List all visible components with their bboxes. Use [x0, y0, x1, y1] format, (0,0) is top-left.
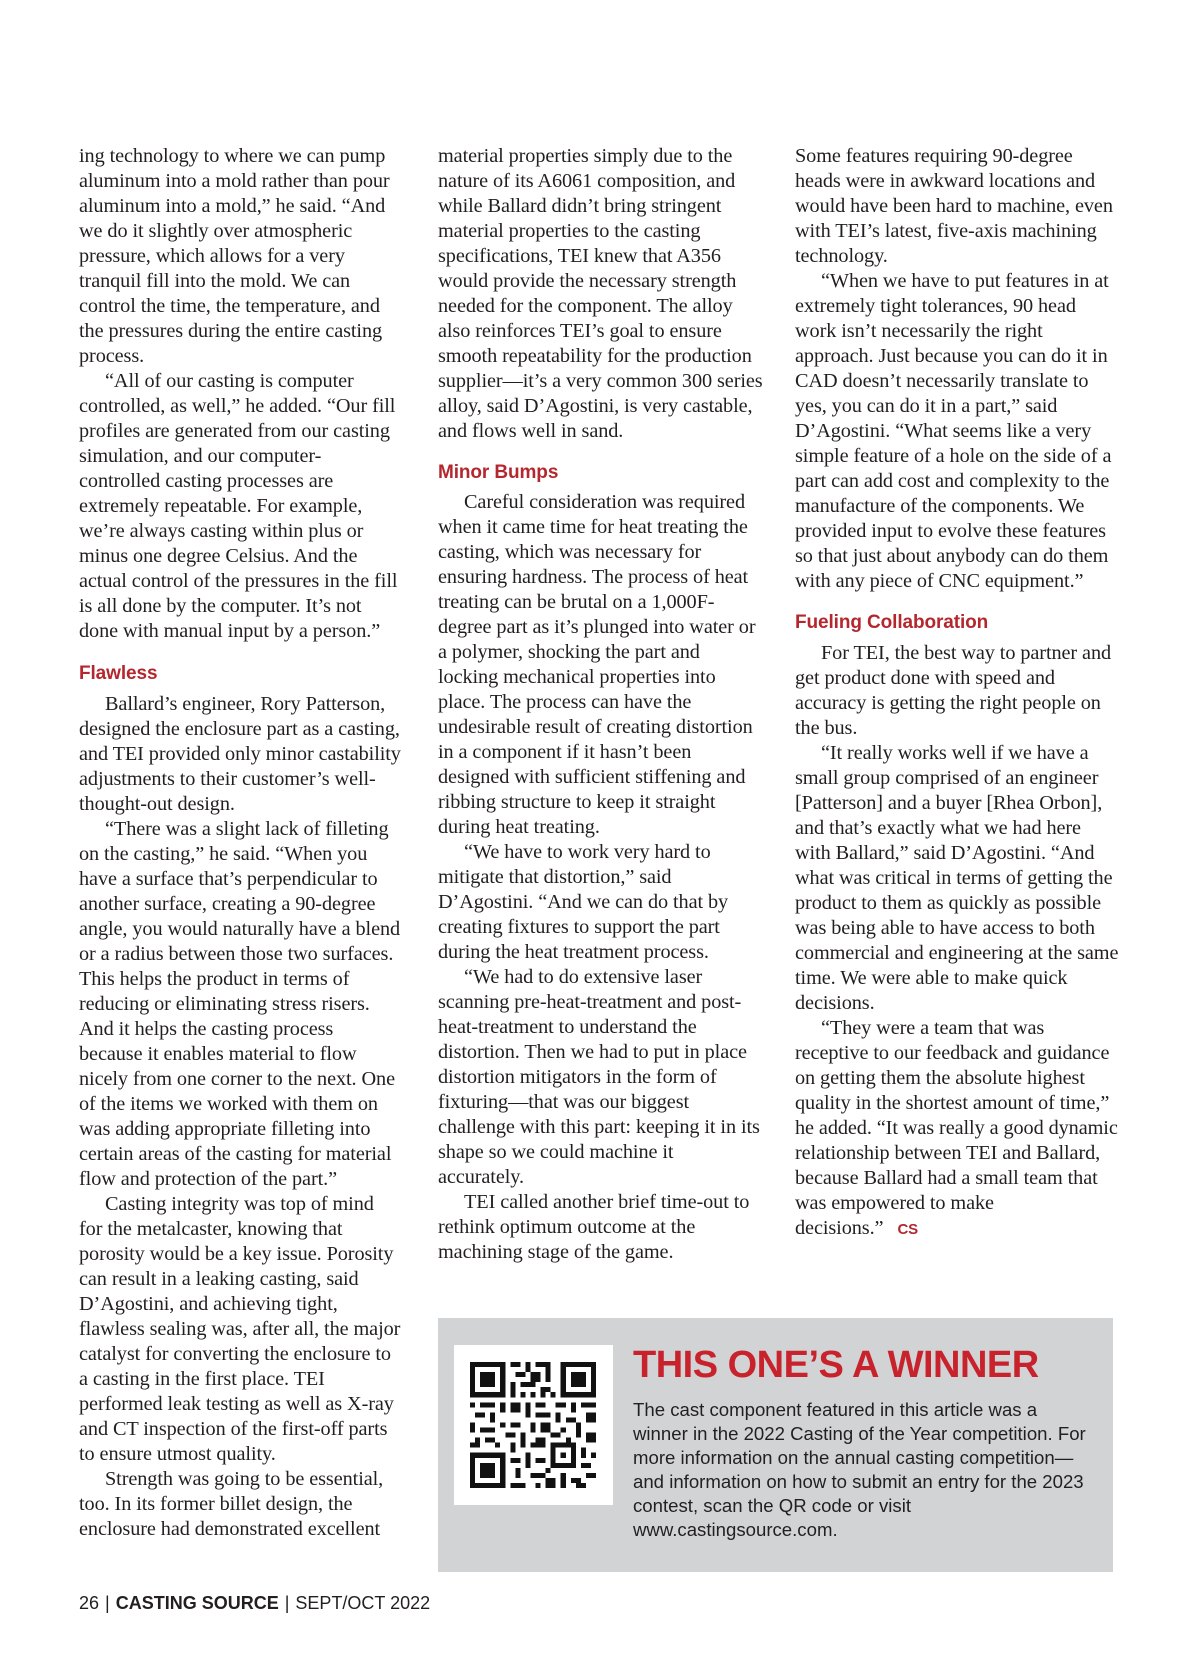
promo-title: THIS ONE’S A WINNER [633, 1344, 1039, 1386]
article-column-1 [79, 144, 401, 1542]
end-mark: CS [897, 1221, 919, 1238]
section-heading-flawless: Flawless [79, 663, 158, 684]
paragraph [795, 1016, 1120, 1242]
paragraph: Ballard’s engineer, Rory Patterson, designed the enclosure part as a casting, and TEI provided only minor castability adjustments to their customer’s well-thought-out design. [79, 693, 401, 815]
issue-date: SEPT/OCT 2022 [295, 1593, 431, 1613]
paragraph: Casting integrity was top of mind for the metalcaster, knowing that porosity would be a key issue. Porosity can result in a leaking casting, said D’Agostini, and achieving tight, flawless sealing was, after all, the major catalyst for converting the enclosure to a casting in the first place. TEI performed leak testing as well as X-ray and CT inspection of the first-off parts to ensure utmost quality. [79, 1193, 401, 1465]
article-column-3 [795, 144, 1120, 1242]
paragraph: “We have to work very hard to mitigate that distortion,” said D’Agostini. “And we can do that by creating fixtures to support the part during the heat treatment process. [438, 841, 729, 963]
paragraph: “There was a slight lack of filleting on the casting,” he said. “When you have a surface that’s perpendicular to another surface, creating a 90-degree angle, you would naturally have a blend or a radius between those two surfaces. This helps the product in terms of reducing or eliminating stress risers. And it helps the casting process because it enables material to flow nicely from one corner to the next. One of the items we worked with them on was adding appropriate filleting into certain areas of the casting for material flow and protection of the part.” [79, 818, 401, 1190]
paragraph: material properties simply due to the nature of its A6061 composition, and while Ballard didn’t bring stringent material properties to the casting specifications, TEI knew that A356 would provide the necessary strength needed for the component. The alloy also reinforces TEI’s goal to ensure smooth repeatability for the production supplier—it’s a very common 300 series alloy, said D’Agostini, is very castable, and flows well in sand. [438, 145, 763, 442]
qr-code-icon[interactable] [470, 1362, 596, 1488]
paragraph: “It really works well if we have a small group comprised of an engineer [Patterson] and a buyer [Rhea Orbon], and that’s exactly what we had here with Ballard,” said D’Agostini. “And what was critical in terms of getting the product to them as quickly as possible was being able to have access to both commercial and engineering at the same time. We were able to make quick decisions. [795, 742, 1119, 1014]
page-number: 26 [79, 1593, 100, 1613]
section-heading-minor-bumps: Minor Bumps [438, 462, 559, 483]
promo-body: The cast component featured in this article was a winner in the 2022 Casting of the Year competition. For more information on the annual casting competition—and information on how to submit an entry for the 2023 contest, scan the QR code or visit www.castingsource.com. [633, 1399, 1086, 1540]
promo-box [438, 1318, 1113, 1572]
page-footer [79, 1592, 430, 1614]
paragraph: “When we have to put features in at extremely tight tolerances, 90 head work isn’t necessarily the right approach. Just because you can do it in CAD doesn’t necessarily translate to yes, you can do it in a part,” said D’Agostini. “What seems like a very simple feature of a hole on the side of a part can add cost and complexity to the manufacture of the components. We provided input to evolve these features so that just about anybody can do them with any piece of CNC equipment.” [795, 270, 1112, 592]
article-column-2 [438, 144, 764, 1265]
footer-divider: | [284, 1593, 290, 1613]
paragraph: TEI called another brief time-out to rethink optimum outcome at the machining stage of the game. [438, 1191, 750, 1263]
paragraph-text: “They were a team that was receptive to our feedback and guidance on getting them the absolute highest quality in the shortest amount of time,” he added. “It was really a good dynamic relationship between TEI and Ballard, because Ballard had a small team that was empowered to make decisions.” [795, 1017, 1118, 1239]
paragraph: For TEI, the best way to partner and get product done with speed and accuracy is getting the right people on the bus. [795, 642, 1112, 739]
paragraph: Careful consideration was required when it came time for heat treating the casting, which was necessary for ensuring hardness. The process of heat treating can be brutal on a 1,000F-degree part as it’s plunged into water or a polymer, shocking the part and locking mechanical properties into place. The process can have the undesirable result of creating distortion in a component if it hasn’t been designed with sufficient stiffening and ribbing structure to keep it straight during heat treating. [438, 491, 756, 838]
paragraph: Strength was going to be essential, too. In its former billet design, the enclosure had demonstrated excellent [79, 1468, 384, 1540]
paragraph: “All of our casting is computer controlled, as well,” he added. “Our fill profiles are generated from our casting simulation, and our computer-controlled casting processes are extremely repeatable. For example, we’re always casting within plus or minus one degree Celsius. And the actual control of the pressures in the fill is all done by the computer. It’s not done with manual input by a person.” [79, 370, 398, 642]
footer-divider: | [105, 1593, 110, 1613]
qr-code-panel[interactable] [454, 1345, 613, 1505]
magazine-name: CASTING SOURCE [115, 1593, 279, 1613]
section-heading-fueling-collaboration: Fueling Collaboration [795, 612, 989, 633]
paragraph: “We had to do extensive laser scanning pre-heat-treatment and post-heat-treatment to understand the distortion. Then we had to put in place distortion mitigators in the form of fixturing—that was our biggest challenge with this part: keeping it in its shape so we could machine it accurately. [438, 966, 760, 1188]
paragraph: ing technology to where we can pump aluminum into a mold rather than pour aluminum into a mold,” he said. “And we do it slightly over atmospheric pressure, which allows for a very tranquil fill into the mold. We can control the time, the temperature, and the pressures during the entire casting process. [79, 145, 390, 367]
paragraph: Some features requiring 90-degree heads were in awkward locations and would have been hard to machine, even with TEI’s latest, five-axis machining technology. [795, 145, 1113, 267]
